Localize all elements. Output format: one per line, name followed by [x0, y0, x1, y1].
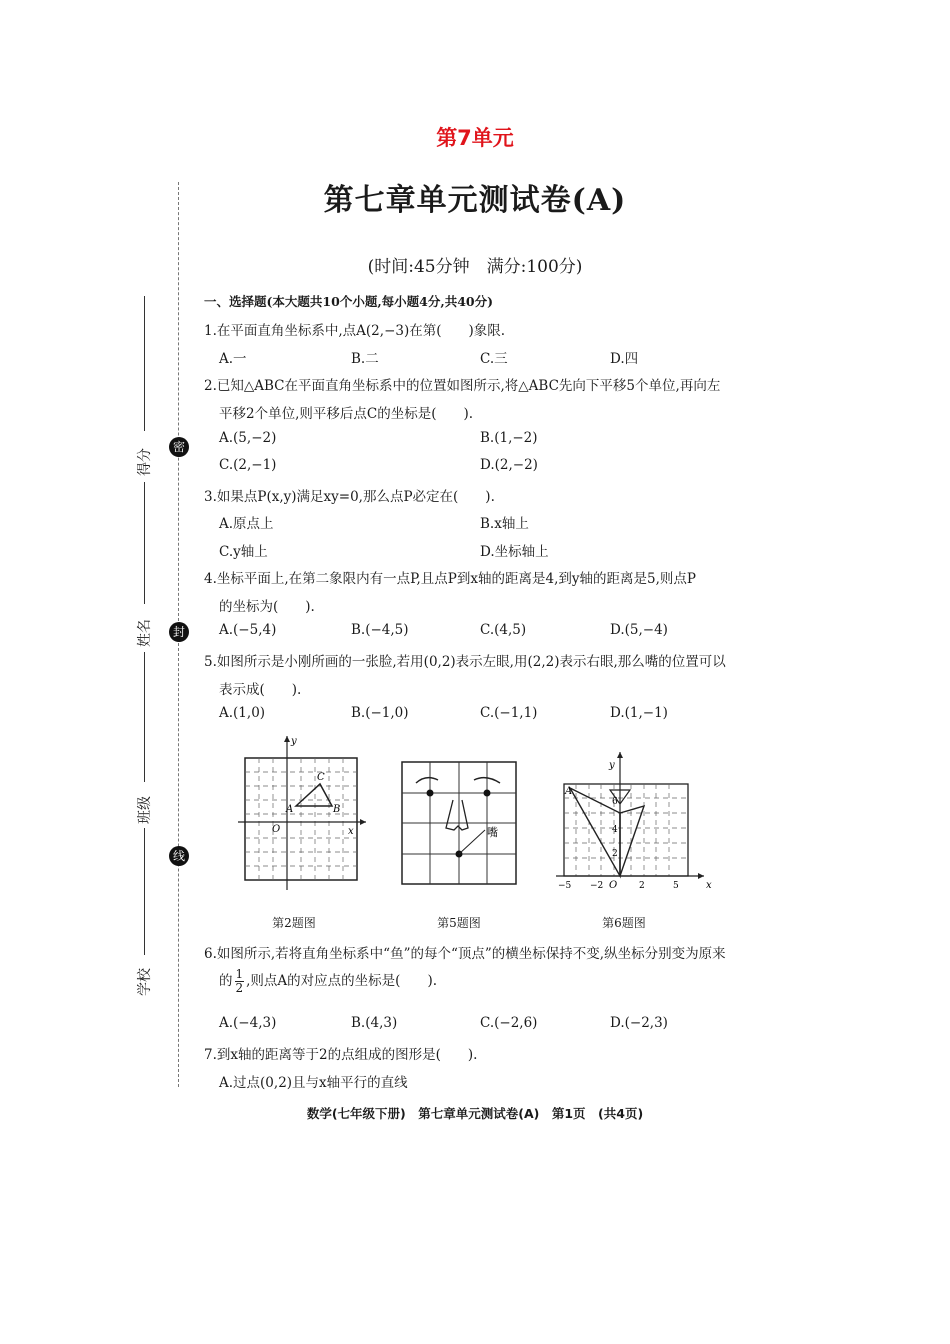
exam-time-score: (时间:45分钟 满分:100分): [367, 257, 583, 277]
fig6-tick-4: 4: [612, 825, 618, 835]
q7-option-a: A.过点(0,2)且与x轴平行的直线: [219, 1075, 408, 1091]
figure-q2-caption: 第2题图: [272, 916, 316, 930]
q2-option-c: C.(2,−1): [219, 457, 277, 473]
school-blank-line: [144, 828, 145, 955]
q3-option-c: C.y轴上: [219, 544, 268, 560]
section-note: (本大题共10个小题,每小题4分,共40分): [266, 294, 494, 309]
figure-q6-fish-grid: [548, 748, 716, 894]
fig6-tick-pos5: 5: [673, 881, 679, 891]
page-footer: 数学(七年级下册) 第七章单元测试卷(A) 第1页 (共4页): [306, 1106, 644, 1121]
fig2-point-c: C: [317, 772, 325, 783]
question-1: 1.在平面直角坐标系中,点A(2,−3)在第( )象限.: [204, 323, 506, 339]
seal-xian: 线: [169, 846, 189, 866]
q3-option-a: A.原点上: [219, 516, 274, 532]
question-7: 7.到x轴的距离等于2的点组成的图形是( ).: [204, 1047, 478, 1063]
question-5-line-2: 表示成( ).: [219, 682, 302, 698]
fig6-tick-neg2: −2: [590, 881, 604, 891]
school-field-label: 学校: [137, 968, 153, 996]
fig2-y-label: y: [291, 736, 297, 747]
q4-option-c: C.(4,5): [480, 622, 527, 638]
fig6-tick-neg5: −5: [558, 881, 572, 891]
q5-option-d: D.(1,−1): [610, 705, 668, 721]
figure-q2-triangle-grid: [228, 730, 376, 900]
q6-option-a: A.(−4,3): [219, 1015, 277, 1031]
q5-option-b: B.(−1,0): [351, 705, 409, 721]
fig2-x-label: x: [348, 826, 354, 837]
figure-q6-caption: 第6题图: [602, 916, 646, 930]
score-field-label: 得分: [137, 448, 153, 476]
fig6-origin-label: O: [609, 880, 618, 891]
q5-option-a: A.(1,0): [219, 705, 266, 721]
question-2-line-1: 2.已知△ABC在平面直角坐标系中的位置如图所示,将△ABC先向下平移5个单位,再向左: [204, 378, 721, 394]
q2-option-a: A.(5,−2): [219, 430, 277, 446]
q6-fraction-numerator: 1: [235, 967, 244, 981]
question-6-line-2: [219, 968, 437, 995]
q2-option-b: B.(1,−2): [480, 430, 538, 446]
fig5-mouth-label: 嘴: [487, 826, 498, 839]
fig6-point-a: A: [565, 786, 573, 797]
q2-option-d: D.(2,−2): [480, 457, 538, 473]
q6-fraction-denominator: 2: [235, 981, 244, 995]
score-blank-line: [144, 296, 145, 431]
fig2-point-a: A: [286, 804, 294, 815]
question-2-line-2: 平移2个单位,则平移后点C的坐标是( ).: [219, 406, 474, 422]
page-title: 第七章单元测试卷(A): [323, 183, 627, 218]
q1-option-b: B.二: [351, 351, 379, 367]
seal-mi: 密: [169, 437, 189, 457]
q6-text-prefix: 的: [219, 973, 233, 989]
question-5-line-1: 5.如图所示是小刚所画的一张脸,若用(0,2)表示左眼,用(2,2)表示右眼,那么嘴的位置可以: [204, 654, 726, 670]
question-4-line-2: 的坐标为( ).: [219, 599, 315, 615]
q6-text-suffix: ,则点A的对应点的坐标是( ).: [246, 973, 438, 989]
q1-option-c: C.三: [480, 351, 508, 367]
q1-option-a: A.一: [219, 351, 247, 367]
q3-option-d: D.坐标轴上: [480, 544, 549, 560]
section-heading: [204, 292, 493, 310]
class-field-label: 班级: [137, 796, 153, 824]
fig6-x-label: x: [706, 880, 712, 891]
figure-q5-caption: 第5题图: [437, 916, 481, 930]
class-blank-line: [144, 652, 145, 782]
q3-option-b: B.x轴上: [480, 516, 529, 532]
q4-option-b: B.(−4,5): [351, 622, 409, 638]
fig6-tick-pos2: 2: [639, 881, 645, 891]
fig6-tick-6: 6: [612, 797, 618, 807]
q6-option-b: B.(4,3): [351, 1015, 398, 1031]
fig2-origin-label: O: [272, 824, 281, 835]
q4-option-d: D.(5,−4): [610, 622, 668, 638]
q1-option-d: D.四: [610, 351, 639, 367]
q5-option-c: C.(−1,1): [480, 705, 538, 721]
fig2-point-b: B: [333, 804, 341, 815]
name-blank-line: [144, 482, 145, 604]
question-6-line-1: 6.如图所示,若将直角坐标系中“鱼”的每个“顶点”的横坐标保持不变,纵坐标分别变为原来: [204, 946, 726, 962]
section-title: 一、选择题: [204, 294, 267, 309]
question-3: 3.如果点P(x,y)满足xy=0,那么点P必定在( ).: [204, 489, 495, 505]
name-field-label: 姓名: [137, 619, 153, 647]
q6-fraction: [235, 968, 245, 995]
fig6-y-label: y: [609, 760, 615, 771]
figure-q5-face-grid: [396, 756, 522, 892]
q4-option-a: A.(−5,4): [219, 622, 277, 638]
seal-feng: 封: [169, 622, 189, 642]
fig6-tick-2: 2: [612, 849, 618, 859]
q6-option-d: D.(−2,3): [610, 1015, 668, 1031]
q6-option-c: C.(−2,6): [480, 1015, 538, 1031]
question-4-line-1: 4.坐标平面上,在第二象限内有一点P,且点P到x轴的距离是4,到y轴的距离是5,则点P: [204, 571, 696, 587]
unit-title: 第7单元: [436, 126, 514, 150]
